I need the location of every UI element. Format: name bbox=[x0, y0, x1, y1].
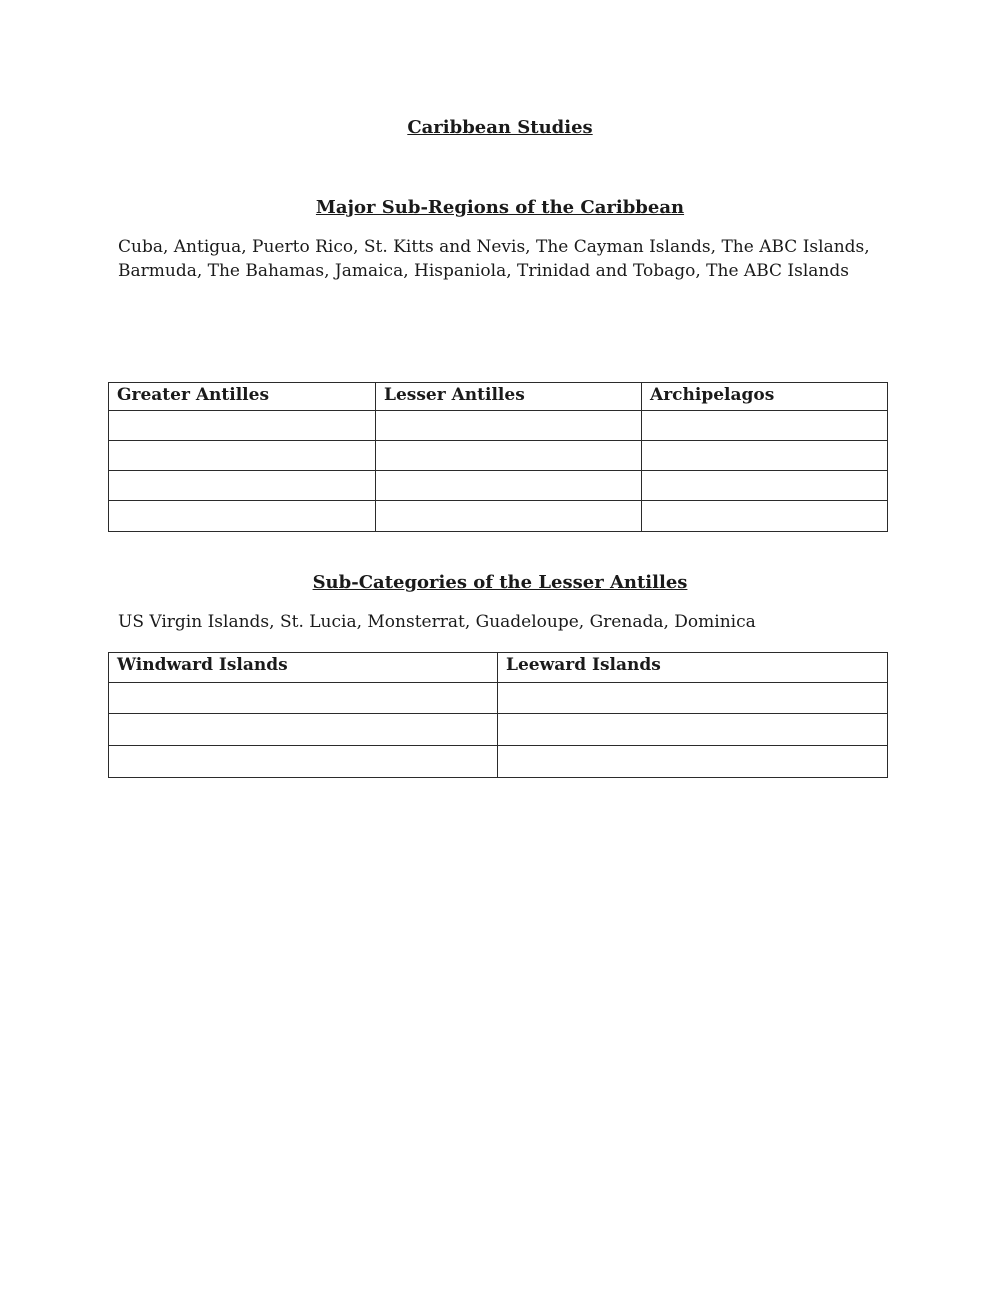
table-row bbox=[109, 441, 888, 471]
answer-cell[interactable] bbox=[376, 441, 642, 471]
table-header-row bbox=[109, 383, 888, 411]
word-bank-line-2: Barmuda, The Bahamas, Jamaica, Hispaniola, Trinidad and Tobago, The ABC Islands bbox=[118, 261, 849, 281]
answer-cell[interactable] bbox=[376, 501, 642, 532]
section1-heading: Major Sub-Regions of the Caribbean bbox=[315, 197, 685, 218]
section1-word-bank bbox=[118, 235, 878, 283]
table-row bbox=[109, 683, 888, 714]
answer-cell[interactable] bbox=[109, 746, 498, 778]
answer-cell[interactable] bbox=[376, 411, 642, 441]
table-row bbox=[109, 471, 888, 501]
lesser-antilles-table bbox=[108, 652, 888, 778]
answer-cell[interactable] bbox=[642, 501, 888, 532]
page-title: Caribbean Studies bbox=[407, 117, 593, 138]
table-row bbox=[109, 746, 888, 778]
answer-cell[interactable] bbox=[109, 683, 498, 714]
table-header-row bbox=[109, 653, 888, 683]
header-archipelagos: Archipelagos bbox=[642, 383, 888, 411]
answer-cell[interactable] bbox=[642, 471, 888, 501]
answer-cell[interactable] bbox=[376, 471, 642, 501]
header-greater-antilles: Greater Antilles bbox=[109, 383, 376, 411]
answer-cell[interactable] bbox=[109, 501, 376, 532]
answer-cell[interactable] bbox=[498, 714, 888, 746]
table-row bbox=[109, 411, 888, 441]
section2-heading: Sub-Categories of the Lesser Antilles bbox=[312, 572, 688, 593]
section2-word-bank: US Virgin Islands, St. Lucia, Monsterrat, Guadeloupe, Grenada, Dominica bbox=[118, 612, 756, 632]
answer-cell[interactable] bbox=[498, 746, 888, 778]
answer-cell[interactable] bbox=[109, 471, 376, 501]
answer-cell[interactable] bbox=[109, 441, 376, 471]
sub-regions-table bbox=[108, 382, 888, 532]
header-lesser-antilles: Lesser Antilles bbox=[376, 383, 642, 411]
answer-cell[interactable] bbox=[498, 683, 888, 714]
word-bank-line-1: Cuba, Antigua, Puerto Rico, St. Kitts and Nevis, The Cayman Islands, The ABC Islands, bbox=[118, 237, 870, 257]
header-leeward-islands: Leeward Islands bbox=[498, 653, 888, 683]
answer-cell[interactable] bbox=[642, 441, 888, 471]
answer-cell[interactable] bbox=[642, 411, 888, 441]
table-row bbox=[109, 501, 888, 532]
answer-cell[interactable] bbox=[109, 411, 376, 441]
header-windward-islands: Windward Islands bbox=[109, 653, 498, 683]
answer-cell[interactable] bbox=[109, 714, 498, 746]
table-row bbox=[109, 714, 888, 746]
